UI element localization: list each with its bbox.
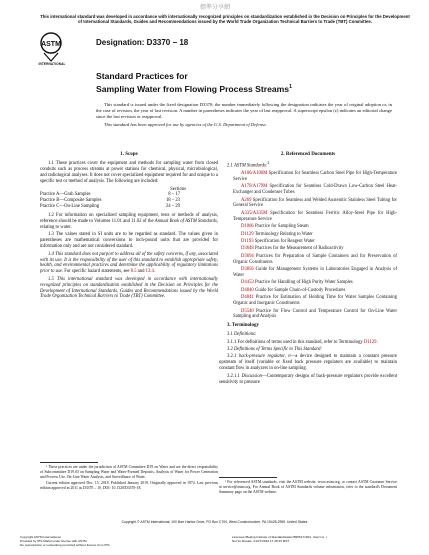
reference-item: D3694 Practices for Preparation of Sample Containers and for Preservation of Organic Constituents	[233, 253, 397, 265]
para-3-1-1: 3.1.1 For definitions of terms used in this standard, refer to Terminology D1129.	[227, 339, 378, 345]
reference-item: A335/A335M Specification for Seamless Ferritic Alloy-Steel Pipe for High-Temperature Service	[233, 210, 398, 222]
reference-item: D5540 Practice for Flow Control and Temperature Control for On-Line Water Sampling and Analysis	[233, 308, 398, 320]
reference-item: D1066 Practice for Sampling Steam	[241, 224, 309, 230]
svg-text:ASTM: ASTM	[41, 41, 61, 48]
watermark: 標準分享網	[200, 5, 231, 11]
para-1-5: 1.5 This international standard was developed in accordance with internationally recognized principles on standardization established in the Decision on Principles for the Development of International Standards, Guides and Recommendations issued by the World Trade Organization Technical Barriers to Trade (TBT) Committee.	[40, 276, 218, 300]
reference-link[interactable]: D4841	[241, 295, 254, 301]
sections-table	[40, 187, 218, 211]
sections-row: Practice C—On-Line Sampling 24 – 29	[40, 204, 180, 210]
title-line-2: Sampling Water from Flowing Process Streams$^1$	[96, 83, 292, 94]
reference-link[interactable]: D1193	[241, 238, 254, 244]
astm-logo	[40, 32, 62, 62]
sections-row: Practice B—Composite Samples 18 – 23	[40, 198, 180, 204]
reference-link[interactable]: A269	[241, 197, 252, 203]
scope-heading: 1. Scope	[120, 152, 138, 157]
reference-link[interactable]: D3856	[241, 267, 254, 273]
copyright-line: Copyright © ASTM International, 100 Barr Harbor Drive, PO Box C700, West Conshohocken, PA 19428-2959. United States	[121, 520, 308, 524]
link-13-4[interactable]: 13.4	[145, 269, 154, 275]
reference-link[interactable]: D3648	[241, 246, 254, 252]
logo-caption: INTERNATIONAL	[38, 62, 66, 66]
footnote-2: ² For referenced ASTM standards, visit the ASTM website, www.astm.org, or contact ASTM Customer Service at service@astm.org. For Annual Book of ASTM Standards volume information, refer to the standard's Document Summary page on the ASTM website.	[219, 480, 397, 494]
reference-item: A106/A106M Specification for Seamless Carbon Steel Pipe for High-Temperature Service	[233, 170, 398, 182]
reference-item: D3856 Guide for Management Systems in Laboratories Engaged in Analysis of Water	[233, 267, 398, 278]
reference-item: D4453 Practice for Handling of High Purity Water Samples	[241, 280, 353, 286]
reference-item: D3648 Practices for the Measurement of Radioactivity	[241, 246, 344, 252]
reference-item: D1193 Specification for Reagent Water	[241, 238, 315, 244]
referenced-docs-heading: 2. Referenced Documents	[280, 152, 336, 157]
reference-link[interactable]: D1066	[241, 224, 254, 230]
reference-link[interactable]: A179/A179M	[241, 184, 268, 190]
sections-row: Practice A—Grab Samples 8 – 17	[40, 192, 180, 198]
reference-link[interactable]: D1129	[241, 231, 254, 237]
para-3-2: 3.2 Definitions of Terms Specific to This Standard:	[227, 347, 322, 353]
reference-link[interactable]: D4840	[241, 287, 254, 293]
link-d1129[interactable]: D1129	[363, 339, 377, 345]
license-right: Licensee=Beijing Institute of Standardization/5956171001, User=xx, r Not for Resale, 01/27/2019 17:48:43 MST	[232, 535, 327, 543]
footnote-1: ¹ These practices are under the jurisdiction of ASTM Committee D19 on Water and are the direct responsibility of Subcommittee D19.03 on Sampling Water and Water-Formed Deposits, Analysis of Water for Power Generation and Process Use, On-Line Water Analysis, and Surveillance of Water.	[40, 465, 218, 479]
para-3-2-1: 3.2.1 back-pressure regulator, n—a device designed to maintain a constant pressure upstream of itself (variable or fixed back pressure regulators are available) to maintain constant flow in analyzers in on-line sampling.	[219, 354, 397, 372]
reference-link[interactable]: D3694	[241, 253, 254, 259]
reference-list	[219, 171, 397, 320]
top-notice: This international standard was developed in accordance with internationally recognized principles on standardization established in the Decision on Principles for the Development of International Standards, Guides and Recommendations issued by the World Trade Organization Technical Barriers to Trade (TBT) Committee.	[40, 14, 410, 25]
license-left: Copyright ASTM International Provided by IHS Markit under license with ASTM No reproduction or networking permitted without license from IHS	[20, 535, 110, 547]
reference-link[interactable]: A106/A106M	[241, 170, 268, 176]
reference-link[interactable]: D4453	[241, 280, 254, 286]
title-line-1: Standard Practices for	[96, 71, 188, 81]
para-1-2: 1.2 For information on specialized sampling equipment, tests or methods of analysis, reference should be made to Volumes 11.01 and 11.02 of the Annual Book of ASTM Standards, relating to water.	[40, 213, 218, 230]
footnote-rule	[219, 477, 277, 478]
right-column	[219, 152, 397, 387]
footnotes-left	[40, 458, 218, 492]
footnotes-right	[219, 473, 397, 494]
para-2-1: 2.1 ASTM Standards:$^2$	[227, 160, 270, 169]
issuance-paragraph: This standard is issued under the fixed designation D3370; the number immediately following the designation indicates the year of original adoption or, in the case of revision, the year of last revision. A number in parentheses indicates the year of last reapproval. A superscript epsilon (ε) indicates an editorial change since the last revision or reapproval.	[96, 102, 392, 119]
reference-link[interactable]: D5540	[241, 308, 254, 314]
left-column	[40, 152, 218, 302]
dod-approval-note: This standard has been approved for use by agencies of the U.S. Department of Defense.	[104, 122, 267, 128]
reference-item: A269 Specification for Seamless and Welded Austenitic Stainless Steel Tubing for General Service	[233, 197, 397, 209]
issuance-notice	[96, 102, 392, 131]
reference-item: D4840 Guide for Sample Chain-of-Custody Procedures	[241, 287, 346, 293]
para-3-1: 3.1 Definitions:	[227, 332, 257, 338]
reference-link[interactable]: A335/A335M	[241, 210, 268, 216]
footnote-rule	[40, 462, 98, 463]
sections-header: Sections	[170, 186, 186, 192]
para-1-4: 1.4 This standard does not purport to address all of the safety concerns, if any, associated with its use. It is the responsibility of the user of this standard to establish appropriate safety, health, and environmental practices and determine the applicability of regulatory limitations prior to use. For specific hazard statements, see 8.5 and 13.4.	[40, 251, 218, 275]
para-1-1: 1.1 These practices cover the equipment and methods for sampling water from closed conduits such as process streams at power stations for chemical, physical, microbiological, and radiological analyses. It does not cover specialized equipment required for and unique to a specific test or method of analysis. The following are included:	[40, 160, 218, 184]
footnote-1-edition: Current edition approved Dec. 15, 2018. Published January 2019. Originally approved in 1974. Last previous edition approved in 2011 as D3370 – 10. DOI: 10.1520/D3370-18.	[40, 480, 218, 490]
terminology-heading: 3. Terminology	[227, 323, 259, 329]
designation: Designation: D3370 − 18	[96, 38, 189, 47]
reference-item: D1129 Terminology Relating to Water	[241, 231, 313, 237]
para-1-3: 1.3 The values stated in SI units are to be regarded as standard. The values given in parentheses are mathematical conversions to inch-pound units that are provided for information only and are not considered standard.	[40, 232, 218, 250]
reference-item: D4841 Practice for Estimation of Holding Time for Water Samples Containing Organic and Inorganic Constituents	[233, 295, 397, 307]
document-title	[96, 71, 396, 95]
link-8-5[interactable]: 8.5	[130, 269, 137, 275]
para-3-2-1-1: 3.2.1.1 Discussion—Contemporary designs of back-pressure regulators provide excellent sensitivity to pressure	[219, 373, 397, 385]
reference-item: A179/A179M Specification for Seamless Cold-Drawn Low-Carbon Steel Heat-Exchanger and Condenser Tubes	[233, 184, 397, 196]
